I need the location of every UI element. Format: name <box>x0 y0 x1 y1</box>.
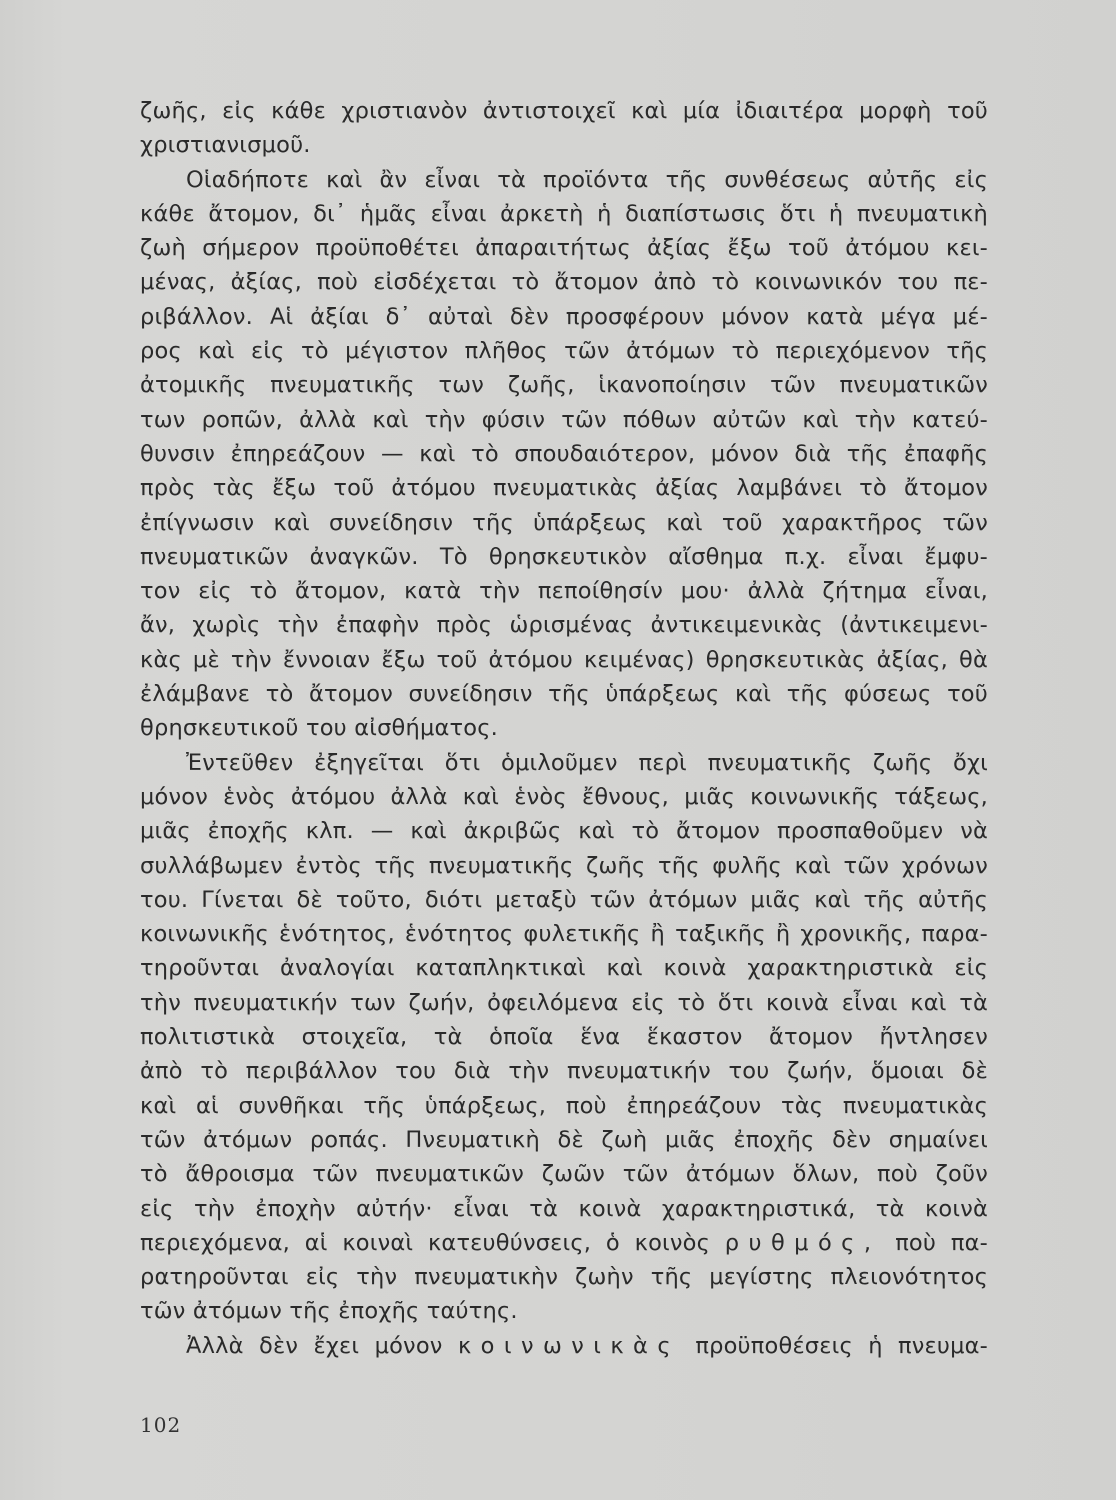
text-line: τὸ ἄθροισμα τῶν πνευματικῶν ζωῶν τῶν ἀτόμων ὅλων, ποὺ ζοῦν <box>140 1161 988 1188</box>
text-line: τον εἰς τὸ ἄτομον, κατὰ τὴν πεποίθησίν μου· ἀλλὰ ζήτημα εἶναι, <box>140 578 988 605</box>
text-line: ἀτομικῆς πνευματικῆς των ζωῆς, ἱκανοποίησιν τῶν πνευματικῶν <box>140 372 988 399</box>
text-line: πρὸς τὰς ἔξω τοῦ ἀτόμου πνευματικὰς ἀξίας λαμβάνει τὸ ἄτομον <box>140 475 988 502</box>
text-line: ριβάλλον. Αἱ ἀξίαι δ᾽ αὐταὶ δὲν προσφέρουν μόνον κατὰ μέγα μέ- <box>140 303 988 330</box>
page-number: 102 <box>140 1413 182 1437</box>
text-line: κοινωνικῆς ἑνότητος, ἑνότητος φυλετικῆς ἢ ταξικῆς ἢ χρονικῆς, παρα- <box>140 921 988 948</box>
text-line: θρησκευτικοῦ του αἰσθήματος. <box>140 715 498 742</box>
text-line: τῶν ἀτόμων τῆς ἐποχῆς ταύτης. <box>140 1298 518 1325</box>
spaced-emphasis-word: ρυθμός, <box>724 1229 881 1256</box>
text-line: πολιτιστικὰ στοιχεῖα, τὰ ὁποῖα ἕνα ἕκαστον ἄτομον ἤντλησεν <box>140 1024 988 1051</box>
text-line: ἐπίγνωσιν καὶ συνείδησιν τῆς ὑπάρξεως καὶ τοῦ χαρακτῆρος τῶν <box>140 509 988 536</box>
text-line: ἀπὸ τὸ περιβάλλον του διὰ τὴν πνευματικήν του ζωήν, ὅμοιαι δὲ <box>140 1058 988 1085</box>
text-segment: περιεχόμενα, αἱ κοιναὶ κατευθύνσεις, ὁ κοινὸς <box>140 1229 710 1256</box>
body-text <box>140 94 988 1363</box>
text-line: εἰς τὴν ἐποχὴν αὐτήν· εἶναι τὰ κοινὰ χαρακτηριστικά, τὰ κοινὰ <box>140 1195 988 1222</box>
text-line: μιᾶς ἐποχῆς κλπ. — καὶ ἀκριβῶς καὶ τὸ ἄτομον προσπαθοῦμεν νὰ <box>140 818 988 845</box>
text-line: πνευματικῶν ἀναγκῶν. Τὸ θρησκευτικὸν αἴσθημα π.χ. εἶναι ἔμφυ- <box>140 543 988 570</box>
text-line: τῶν ἀτόμων ροπάς. Πνευματικὴ δὲ ζωὴ μιᾶς ἐποχῆς δὲν σημαίνει <box>140 1126 988 1153</box>
text-line: ἄν, χωρὶς τὴν ἐπαφὴν πρὸς ὡρισμένας ἀντικειμενικὰς (ἀντικειμενι- <box>140 612 988 639</box>
text-line-rhythm <box>140 1226 988 1260</box>
text-line: ρος καὶ εἰς τὸ μέγιστον πλῆθος τῶν ἀτόμων τὸ περιεχόμενον τῆς <box>140 338 988 365</box>
text-line: συλλάβωμεν ἐντὸς τῆς πνευματικῆς ζωῆς τῆς φυλῆς καὶ τῶν χρόνων <box>140 852 988 879</box>
text-segment: προϋποθέσεις ἡ πνευμα- <box>695 1332 989 1359</box>
text-line: καὶ αἱ συνθῆκαι τῆς ὑπάρξεως, ποὺ ἐπηρεάζουν τὰς πνευματικὰς <box>140 1092 988 1119</box>
text-line-final <box>140 1329 988 1363</box>
text-line: των ροπῶν, ἀλλὰ καὶ τὴν φύσιν τῶν πόθων αὐτῶν καὶ τὴν κατεύ- <box>140 406 988 433</box>
text-segment: ποὺ πα- <box>895 1229 988 1256</box>
text-line: ζωὴ σήμερον προϋποθέτει ἀπαραιτήτως ἀξίας ἔξω τοῦ ἀτόμου κει- <box>140 235 988 262</box>
spaced-emphasis-word: κοινωνικὰς <box>457 1332 680 1359</box>
text-line: Οἱαδήποτε καὶ ἂν εἶναι τὰ προϊόντα τῆς συνθέσεως αὐτῆς εἰς <box>186 166 988 193</box>
text-line: Ἐντεῦθεν ἐξηγεῖται ὅτι ὁμιλοῦμεν περὶ πνευματικῆς ζωῆς ὄχι <box>186 749 988 776</box>
text-line: ζωῆς, εἰς κάθε χριστιανὸν ἀντιστοιχεῖ καὶ μία ἰδιαιτέρα μορφὴ τοῦ <box>140 98 988 124</box>
text-line: ἐλάμβανε τὸ ἄτομον συνείδησιν τῆς ὑπάρξεως καὶ τῆς φύσεως τοῦ <box>140 681 988 708</box>
text-line: μόνον ἑνὸς ἀτόμου ἀλλὰ καὶ ἑνὸς ἔθνους, μιᾶς κοινωνικῆς τάξεως, <box>140 783 988 810</box>
text-line: χριστιανισμοῦ. <box>140 132 311 159</box>
text-line: τηροῦνται ἀναλογίαι καταπληκτικαὶ καὶ κοινὰ χαρακτηριστικὰ εἰς <box>140 955 988 982</box>
text-line: τὴν πνευματικήν των ζωήν, ὀφειλόμενα εἰς τὸ ὅτι κοινὰ εἶναι καὶ τὰ <box>140 989 988 1016</box>
text-line: κὰς μὲ τὴν ἔννοιαν ἔξω τοῦ ἀτόμου κειμένας) θρησκευτικὰς ἀξίας, θὰ <box>140 646 988 673</box>
text-line: ρατηροῦνται εἰς τὴν πνευματικὴν ζωὴν τῆς μεγίστης πλειονότητος <box>140 1264 988 1291</box>
text-line: μένας, ἀξίας, ποὺ εἰσδέχεται τὸ ἄτομον ἀπὸ τὸ κοινωνικόν του πε- <box>140 269 988 296</box>
text-line: του. Γίνεται δὲ τοῦτο, διότι μεταξὺ τῶν ἀτόμων μιᾶς καὶ τῆς αὐτῆς <box>140 886 988 913</box>
text-segment: Ἀλλὰ δὲν ἔχει μόνον <box>186 1332 443 1359</box>
text-line: θυνσιν ἐπηρεάζουν — καὶ τὸ σπουδαιότερον, μόνον διὰ τῆς ἐπαφῆς <box>140 440 988 467</box>
text-line: κάθε ἄτομον, δι᾽ ἡμᾶς εἶναι ἀρκετὴ ἡ διαπίστωσις ὅτι ἡ πνευματικὴ <box>140 200 988 227</box>
